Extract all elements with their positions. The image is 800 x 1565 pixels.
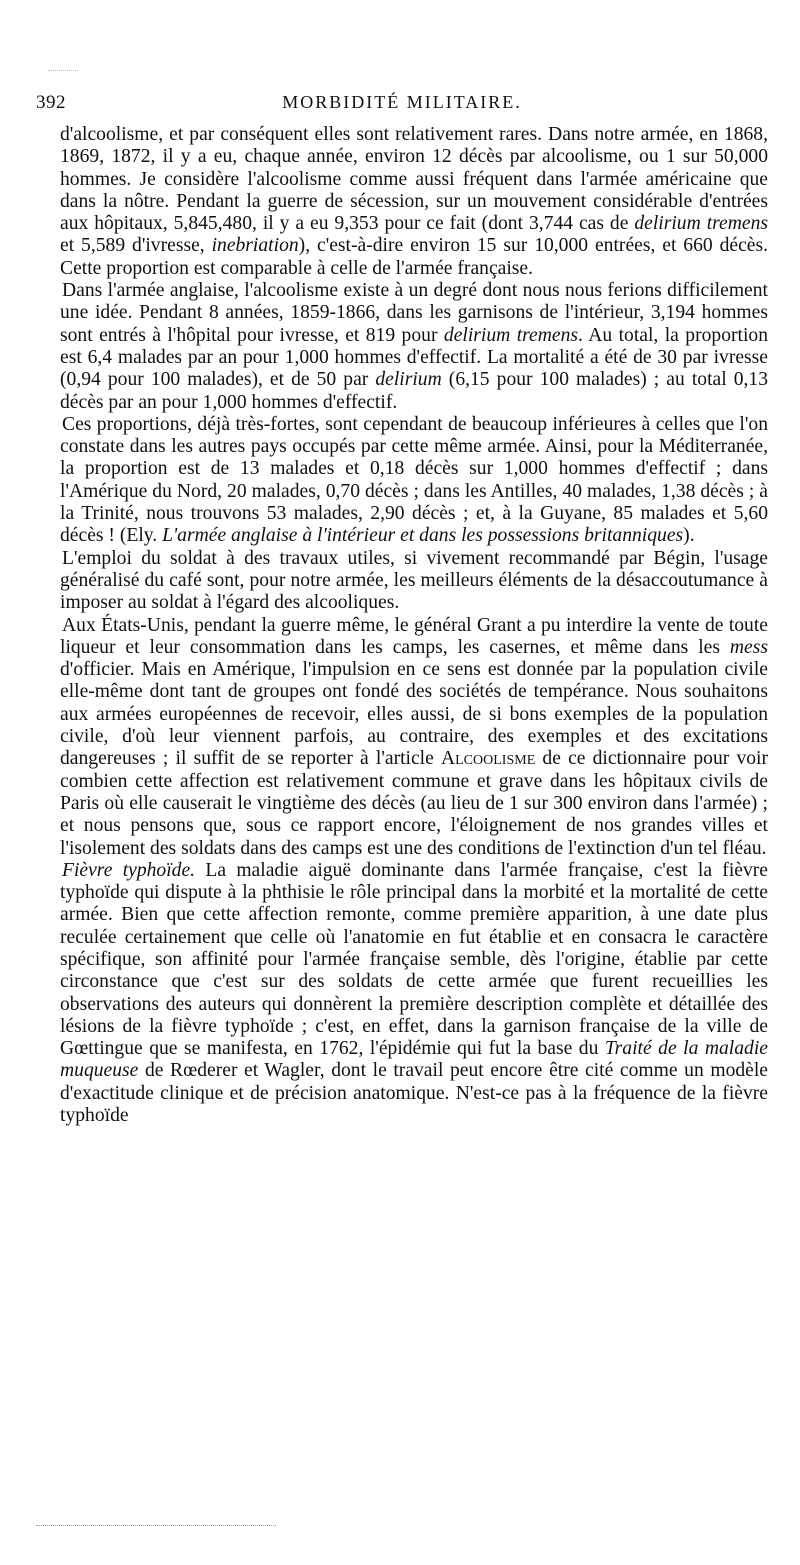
text-run: Dans l'armée anglaise, l'alcoolisme existe à un degré dont nous nous ferions difficilement une idée. Pendant 8 années, 1859-1866, dans les garnisons de l'intérieur, 3,194 hommes sont entrés à l'hôpital pour ivresse, et 819 pour [60,280,768,346]
footer-rule [36,1525,276,1526]
italic-text: Fièvre typhoïde. [62,859,196,881]
italic-text: inebriation [211,235,299,257]
italic-text: Traité de la maladie muqueuse [60,1038,768,1082]
italic-text: mess [729,636,768,658]
text-run: d'officier. Mais en Amérique, l'impulsion en ce sens est donnée par la population civile elle-même dont tant de groupes ont fondé des sociétés de tempérance. Nous souhaitons aux armées européennes de recevoir, elles aussi, de si bons exemples de la population civile, d'où leur viennent parfois, au contraire, des exemples et des excitations dangereuses ; il suffit de se reporter à l'article [60,659,768,770]
paragraph [60,124,768,280]
text-run: d'alcoolisme, et par conséquent elles sont relativement rares. Dans notre armée, en 1868, 1869, 1872, il y a eu, chaque année, environ 12 décès par alcoolisme, ou 1 sur 50,000 hommes. Je considère l'alcoolisme comme aussi fréquent dans l'armée américaine que dans la nôtre. Pendant la guerre de sécession, sur un mouvement considérable d'entrées aux hôpitaux, 5,845,480, il y a eu 9,353 pour ce fait (dont 3,744 cas de [60,124,768,235]
text-run: de ce dictionnaire pour voir combien cette affection est relativement commune et grave dans les hôpitaux civils de Paris où elle causerait le vingtième des décès (au lieu de 1 sur 300 environ dans l'armée) ; et nous pensons que, sous ce rapport encore, l'éloignement de nos grandes villes et l'isolement des soldats dans des camps est une des conditions de l'extinction d'un tel fléau. [60,748,769,859]
text-run: et 5,589 d'ivresse, [60,235,212,257]
text-run: L'emploi du soldat à des travaux utiles, si vivement recommandé par Bégin, l'usage généralisé du café sont, pour notre armée, les meilleurs éléments de la désaccoutumance à imposer au soldat à l'égard des alcooliques. [60,547,768,614]
text-run: . Au total, la proportion est 6,4 malades par an pour 1,000 hommes d'effectif. La mortalité a été de 30 par ivresse (0,94 pour 100 malades), et de 50 par [60,324,768,391]
italic-text: delirium tremens [443,324,579,346]
paragraph [60,548,768,615]
text-run: La maladie aiguë dominante dans l'armée française, c'est la fièvre typhoïde qui dispute à la phthisie le rôle principal dans la morbité et la mortalité de cette armée. Bien que cette affection remonte, comme première apparition, à une date plus reculée certainement que celle où l'anatomie en fut établie et en consacra le caractère spécifique, son affinité pour l'armée française semble, dès l'origine, établie par cette circonstance que c'est sur des soldats de cette armée que furent recueillies les observations des auteurs qui donnèrent la première description complète et détaillée des lésions de la fièvre typhoïde ; c'est, en effet, dans la garnison française de la ville de Gœttingue que se manifesta, en 1762, l'épidémie qui fut la base du [60,859,768,1060]
text-run: de Rœderer et Wagler, dont le travail peut encore être cité comme un modèle d'exactitude clinique et de précision anatomique. N'est-ce pas à la fréquence de la fièvre typhoïde [60,1060,768,1127]
page-header [36,92,768,118]
italic-text: delirium [375,369,442,391]
body-text [60,124,768,1127]
text-run: ). [683,525,695,547]
italic-text: delirium tremens [634,213,768,235]
page-number: 392 [36,92,66,113]
italic-text: L'armée anglaise à l'intérieur et dans les possessions britanniques [162,525,684,547]
paragraph [60,615,768,860]
small-caps-text: Alcoolisme [440,748,536,770]
text-run: (6,15 pour 100 malades) ; au total 0,13 décès par an pour 1,000 hommes d'effectif. [60,369,768,413]
page-mark [48,70,78,71]
text-run: Aux États-Unis, pendant la guerre même, le général Grant a pu interdire la vente de toute liqueur et leur consommation dans les camps, les casernes, et même dans les [60,614,768,658]
text-run: ), c'est-à-dire environ 15 sur 10,000 entrées, et 660 décès. Cette proportion est comparable à celle de l'armée française. [60,235,769,279]
paragraph [60,414,768,548]
paragraph [60,860,768,1128]
text-run: Ces proportions, déjà très-fortes, sont cependant de beaucoup inférieures à celles que l'on constate dans les autres pays occupés par cette même armée. Ainsi, pour la Méditerranée, la proportion est de 13 malades et 0,18 décès sur 1,000 hommes d'effectif ; dans l'Amérique du Nord, 20 malades, 0,70 décès ; dans les Antilles, 40 malades, 1,38 décès ; à la Trinité, nous trouvons 53 malades, 2,90 décès ; et, à la Guyane, 85 malades et 5,60 décès ! (Ely. [60,413,768,547]
paragraph [60,280,768,414]
running-title: MORBIDITÉ MILITAIRE. [282,92,522,112]
